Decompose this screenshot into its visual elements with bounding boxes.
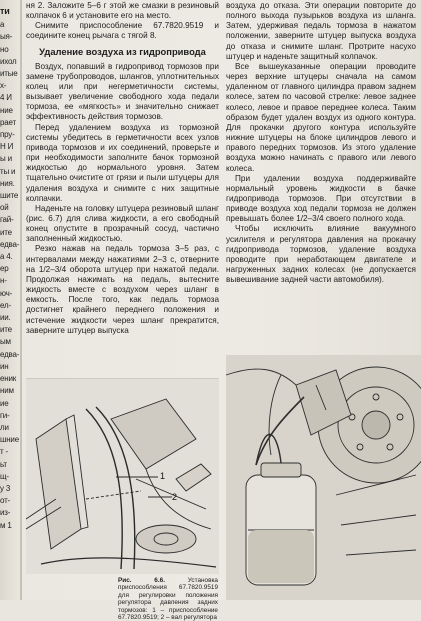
body-paragraph: воздуха до отказа. Эти операции повторите до полного выхода пузырьков воздуха из шланга. Затем, удерживая педаль тормоза в нажатом положении, заверните штуцер выпуска воздуха до отказа и снимите шланг. Протрите насухо штуцер и наденьте защитный колпачок. [226, 1, 416, 61]
margin-line: ихол [0, 56, 17, 66]
body-paragraph: Воздух, попавший в гидропривод тормозов при замене трубопроводов, шлангов, уплотнительных колец или при негерметичности системы, вызывает увеличение свободного хода педали тормоза, ее «мягкость» и значительно снижает эффективность действия тормозов. [26, 61, 219, 122]
margin-line: х- [0, 81, 7, 91]
margin-line: ин [0, 361, 9, 371]
intro-paragraph-1: ня 2. Заложите 5–6 г этой же смазки в резиновый колпачок 6 и установите его на место. [26, 1, 219, 21]
margin-line: из- [0, 508, 11, 518]
callout-1: 1 [160, 471, 166, 481]
margin-line: а [0, 20, 5, 30]
margin-line: от- [0, 496, 11, 506]
margin-line: едва- [0, 349, 20, 359]
margin-line: ой [0, 203, 9, 213]
margin-line: м 1 [0, 520, 12, 530]
margin-line: гай- [0, 215, 14, 225]
margin-line: ги- [0, 410, 10, 420]
pressure-regulator-drawing [26, 379, 219, 575]
margin-line: щ- [0, 471, 9, 481]
margin-line: еник [0, 374, 17, 384]
margin-line: итые [0, 69, 18, 79]
caption-label: Рис. 6.6. [118, 577, 165, 584]
margin-line: н- [0, 276, 7, 286]
body-paragraph: Чтобы исключить влияние вакуумного усилителя и регулятора давления на прокачку гидропривода тормозов, удаление воздуха проводите при неработающем двигателе и нагруженных задних колесах (не допускается вывешивание задней части автомобиля). [226, 224, 416, 285]
callout-2: 2 [172, 492, 178, 502]
margin-line: Н И [0, 142, 14, 152]
right-text-column [226, 1, 416, 285]
margin-line: ты и [0, 166, 16, 176]
margin-line: ие [0, 398, 9, 408]
margin-line: юч- [0, 288, 13, 298]
margin-line: ния. [0, 178, 15, 188]
margin-line: ыя- [0, 32, 13, 42]
figure-6-7-photo [226, 355, 421, 600]
margin-line: ите [0, 227, 12, 237]
margin-line: ел- [0, 300, 11, 310]
margin-line: ите [0, 325, 12, 335]
body-paragraph: Наденьте на головку штуцера резиновый шланг (рис. 6.7) для слива жидкости, а его свободный конец опустите в прозрачный сосуд, частично заполненный жидкостью. [26, 203, 219, 244]
previous-page-margin [0, 2, 20, 532]
caption-text: Установка приспособления 67.7820.9519 для регулировки положения регулятора давления задних тормозов: 1 – приспособление 67.7820.9519; 2 – вал регулятора [118, 577, 218, 621]
margin-line: рает [0, 117, 16, 127]
figure-6-6-illustration [26, 378, 219, 574]
left-text-column [26, 1, 219, 336]
margin-heading: ти [0, 6, 10, 16]
body-paragraph: Резко нажав на педаль тормоза 3–5 раз, с интервалами между нажатиями 2–3 с, отверните на 1/2–3/4 оборота штуцер при нажатой педали. Продолжая нажимать на педаль, вытесните жидкость вместе с воздухом через шланг в емкость. После того, как педаль тормоза достигнет крайнего переднего положения и истечение жидкости через шланг прекратится, заверните штуцер выпуска [26, 244, 219, 335]
margin-line: ним [0, 386, 14, 396]
brake-bleeding-drawing [226, 355, 421, 600]
margin-line: ьт [0, 459, 7, 469]
margin-line: а 4. [0, 252, 13, 262]
margin-line: т - [0, 447, 8, 457]
body-paragraph: При удалении воздуха поддерживайте нормальный уровень жидкости в бачке гидропривода тормозов. При отсутствии в приводе воздуха ход педали тормоза не должен превышать более 1/2–3/4 своего полного хода. [226, 173, 416, 224]
margin-line: ли [0, 422, 9, 432]
body-paragraph: Перед удалением воздуха из тормозной системы убедитесь в герметичности всех узлов привода тормозов и их соединений, проверьте и при необходимости заполните бачок тормозной жидкостью до нормального уровня. Затем тщательно очистите от грязи и пыли штуцеры для удаления воздуха и снимите с них защитные колпачки. [26, 122, 219, 203]
margin-line: ии. [0, 313, 11, 323]
margin-line: едва- [0, 239, 20, 249]
margin-line: ы и [0, 154, 12, 164]
page-fold [20, 0, 22, 600]
margin-line: ние [0, 105, 13, 115]
margin-line: ым [0, 337, 11, 347]
margin-line: пру- [0, 130, 15, 140]
section-title: Удаление воздуха из гидропривода [39, 45, 206, 57]
margin-line: шние [0, 435, 19, 445]
margin-line: 4 И [0, 93, 12, 103]
margin-line: шите [0, 191, 19, 201]
body-paragraph: Все вышеуказанные операции проводите через верхние штуцеры сначала на самом удаленном от главного цилиндра правом заднем колесе, затем по часовой стрелке: левое заднее колесо, левое и правое переднее колеса. Таким образом будет удален воздух из одного контура. Для прокачки другого контура используйте нижние штуцеры на блоке цилиндров левого и правого передних тормозов. Из этого удаление воздуха можно начинать с правого или левого колеса. [226, 61, 416, 173]
margin-line: ер [0, 264, 9, 274]
margin-line: но [0, 44, 9, 54]
margin-line: у 3 [0, 483, 11, 493]
intro-paragraph-2: Снимите приспособление 67.7820.9519 и соедините конец рычага с тягой 8. [26, 21, 219, 41]
figure-caption [118, 577, 218, 621]
